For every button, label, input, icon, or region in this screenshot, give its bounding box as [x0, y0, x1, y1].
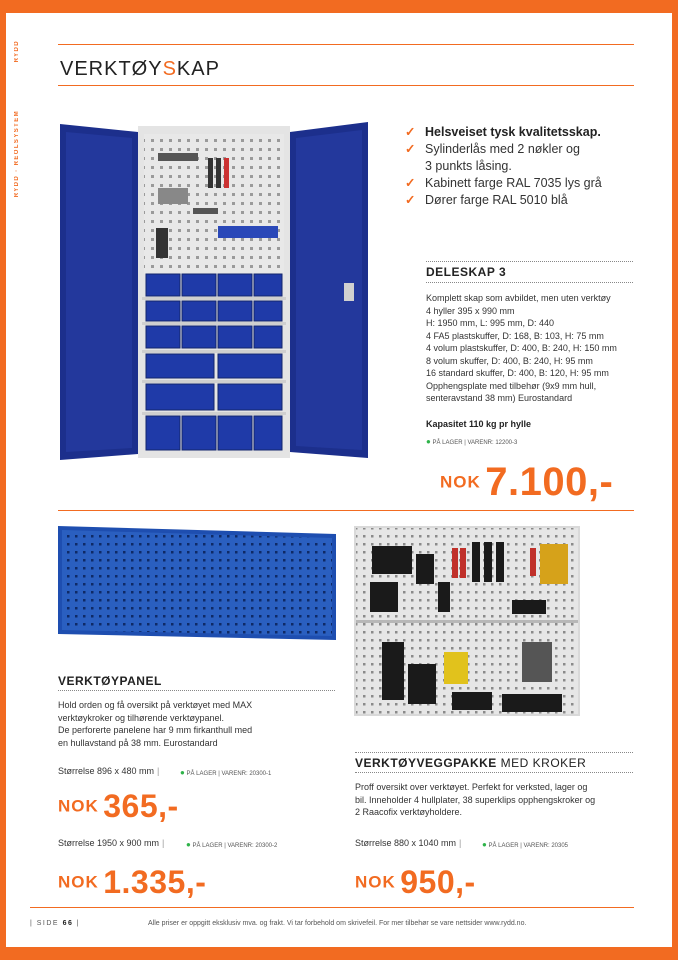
deleskap-capacity: Kapasitet 110 kg pr hylle [426, 419, 532, 429]
feature-list [405, 124, 602, 209]
verktoypanel-divider [58, 690, 335, 691]
deleskap-bottom-divider [426, 282, 633, 283]
deleskap-price: NOK 7.100,- [440, 460, 614, 504]
panel-variant-2-size: Størrelse 1950 x 900 mm | [58, 838, 165, 848]
deleskap-description: Komplett skap som avbildet, men uten verktøy 4 hyller 395 x 990 mm H: 1950 mm, L: 995 mm, D: 440 4 FA5 plastskuffer, D: 168, B: 103, H: 75 mm 4 volum plastskuffer, D: 400, B: 240, H: 150 mm 8 volum skuffer, D: 400, B: 240, H: 95 mm 16 standard skuffer, D: 400, B: 120, H: 95 mm Opphengsplate med tilbehør (9x9 mm hull, senteravstand 38 mm) Eurostandard [426, 293, 617, 403]
header-bottom-rule [58, 85, 634, 86]
panel-variant-2-price: NOK 1.335,- [58, 864, 207, 900]
panel-variant-1-stock: ● PÅ LAGER | VARENR: 20300-1 [180, 768, 272, 777]
wallpack-price: NOK 950,- [355, 864, 476, 900]
frame-left-bar [0, 0, 6, 960]
page-number: | SIDE 66 | [30, 920, 81, 927]
title-part-1: VERKTØY [60, 58, 163, 80]
feature-item: ✓ Dører farge RAL 5010 blå [405, 193, 568, 207]
deleskap-top-divider [426, 261, 633, 262]
feature-item: ✓ Kabinett farge RAL 7035 lys grå [405, 176, 602, 190]
verktoypanel-description: Hold orden og få oversikt på verktøyet med MAX verktøykroker og tilhørende verktøypanel. De perforerte panelene har 9 mm firkanthull med en hullavstand på 38 mm. Eurostandard [58, 700, 253, 748]
check-icon: ✓ [405, 125, 416, 139]
panel-variant-2-stock: ● PÅ LAGER | VARENR: 20300-2 [186, 840, 278, 849]
check-icon: ✓ [405, 193, 416, 207]
title-part-2: KAP [176, 58, 220, 80]
deleskap-heading: DELESKAP 3 [426, 265, 507, 279]
in-stock-dot-icon: ● [426, 437, 431, 446]
footer-disclaimer: Alle priser er oppgitt eksklusiv mva. og frakt. Vi tar forbehold om skrivefeil. For mer tilbehør se vare nettsider www.rydd.no. [148, 920, 527, 927]
frame-right-bar [672, 0, 678, 960]
verktoypanel-heading: VERKTØYPANEL [58, 674, 162, 688]
wallpack-stock: ● PÅ LAGER | VARENR: 20305 [482, 840, 569, 849]
title-highlight: S [162, 58, 177, 80]
in-stock-dot-icon: ● [186, 840, 191, 849]
panel-variant-1-price: NOK 365,- [58, 788, 179, 824]
wallpack-bottom-divider [355, 772, 633, 773]
footer-rule [30, 907, 634, 908]
tool-cabinet-image [58, 118, 373, 466]
check-icon: ✓ [405, 142, 416, 156]
side-brand-label [11, 40, 27, 240]
check-icon: ✓ [405, 176, 416, 190]
in-stock-dot-icon: ● [482, 840, 487, 849]
feature-item: ✓ Helsveiset tysk kvalitetsskap. [405, 125, 601, 139]
tool-panel-image [56, 524, 338, 644]
wallpack-heading: VERKTØYVEGGPAKKE MED KROKER [355, 756, 587, 770]
feature-item: 3 punkts låsing. [425, 159, 512, 173]
frame-top-bar [0, 0, 678, 13]
wallpack-description: Proff oversikt over verktøyet. Perfekt for verksted, lager og bil. Inneholder 4 hullplater, 38 superklips opphengskroker og 2 Raacofix verktøyholdere. [355, 782, 596, 817]
deleskap-stock-status: ● PÅ LAGER | VARENR: 12200-3 [426, 437, 518, 446]
frame-bottom-bar [0, 947, 678, 960]
tool-wall-pack-image [352, 524, 582, 718]
in-stock-dot-icon: ● [180, 768, 185, 777]
page-title [60, 58, 220, 81]
feature-item: ✓ Sylinderlås med 2 nøkler og [405, 142, 580, 156]
wallpack-size: Størrelse 880 x 1040 mm | [355, 838, 462, 848]
header-top-rule [58, 44, 634, 45]
panel-variant-1-size: Størrelse 896 x 480 mm | [58, 766, 160, 776]
side-brand-long: RYDD · REOLSYSTEM [14, 110, 20, 198]
wallpack-top-divider [355, 752, 633, 753]
side-brand-short: RYDD [14, 40, 20, 63]
section-divider [58, 510, 634, 511]
